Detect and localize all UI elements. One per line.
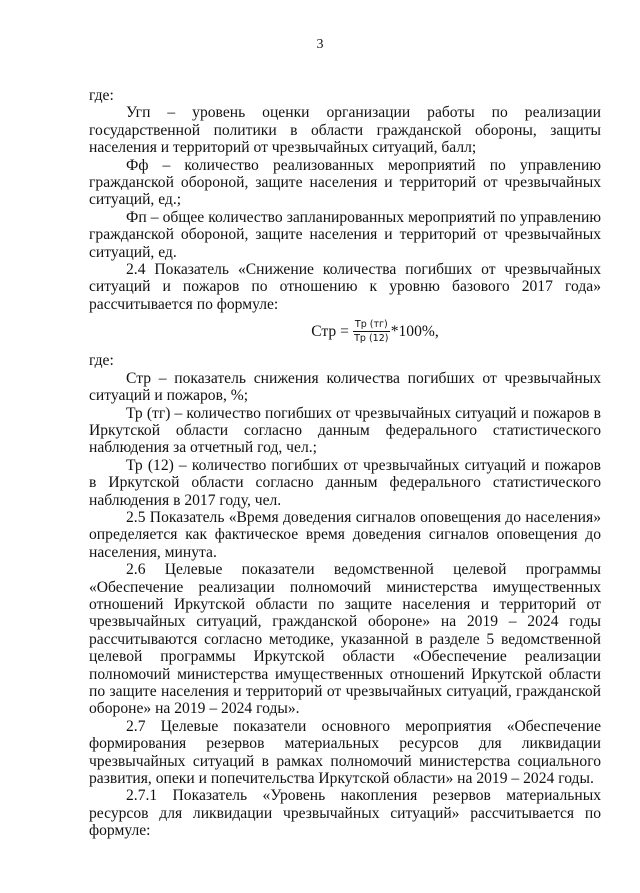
where-label: где: — [89, 87, 114, 104]
definition-ff: Фф – количество реализованных мероприятий по управлению гражданской обороной, защите населения и территорий от чрезвычайных ситуаций, ед.; — [89, 156, 601, 209]
section-2-7-1: 2.7.1 Показатель «Уровень накопления резервов материальных ресурсов для ликвидации чрезвычайных ситуаций» рассчитывается по формуле: — [89, 787, 601, 840]
formula-numerator: Тр (тг) — [354, 319, 388, 331]
formula-str — [149, 319, 601, 344]
section-2-4: 2.4 Показатель «Снижение количества погибших от чрезвычайных ситуаций и пожаров по отношению к уровню базового 2017 года» рассчитывается по формуле: — [89, 261, 601, 313]
document-body — [89, 87, 601, 840]
section-2-6: 2.6 Целевые показатели ведомственной целевой программы «Обеспечение реализации полномочий министерства имущественных отношений Иркутской области по защите населения и территорий от чрезвычайных ситуаций, гражданской обороне» на 2019 – 2024 годы рассчитываются согласно методике, указанной в разделе 5 ведомственной целевой программы Иркутской области «Обеспечение реализации полномочий министерства имущественных отношений Иркутской области по защите населения и территорий от чрезвычайных ситуаций, гражданской обороне» на 2019 – 2024 годы». — [89, 561, 601, 718]
definition-tr-tg: Тр (тг) – количество погибших от чрезвычайных ситуаций и пожаров в Иркутской области согласно данным федерального статистического наблюдения за отчетный год, чел.; — [89, 404, 601, 457]
definition-fp: Фп – общее количество запланированных мероприятий по управлению гражданской обороной, защите населения и территорий от чрезвычайных ситуаций, ед. — [89, 208, 601, 261]
formula-rhs: *100%, — [390, 323, 439, 341]
section-2-5: 2.5 Показатель «Время доведения сигналов оповещения до населения» определяется как фактическое время доведения сигналов оповещения до населения, минута. — [89, 508, 601, 561]
page-number: 3 — [316, 37, 324, 52]
definition-tr-12: Тр (12) – количество погибших от чрезвычайных ситуаций и пожаров в Иркутской области согласно данным федерального статистического наблюдения в 2017 году, чел. — [89, 456, 601, 509]
section-2-7: 2.7 Целевые показатели основного мероприятия «Обеспечение формирования резервов материальных ресурсов для ликвидации чрезвычайных ситуаций в рамках полномочий министерства социального развития, опеки и попечительства Иркутской области» на 2019 – 2024 годы. — [89, 717, 601, 788]
definition-ugp: Угп – уровень оценки организации работы по реализации государственной политики в области гражданской обороны, защиты населения и территорий от чрезвычайных ситуаций, балл; — [89, 104, 601, 157]
formula-lhs: Стр = — [311, 323, 349, 341]
formula-denominator: Тр (12) — [354, 333, 389, 345]
where-label-2: где: — [89, 352, 114, 370]
formula-fraction — [353, 319, 390, 344]
definition-str: Стр – показатель снижения количества погибших от чрезвычайных ситуаций и пожаров, %; — [89, 369, 601, 405]
